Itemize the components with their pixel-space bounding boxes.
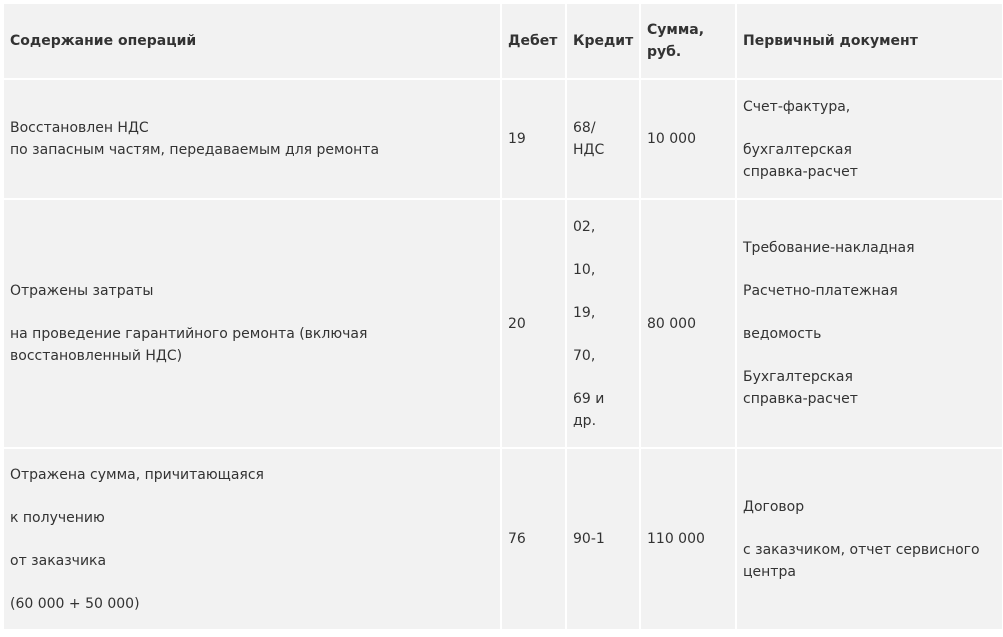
- cell-document: [737, 200, 1002, 447]
- text-line: Бухгалтерская: [743, 369, 853, 385]
- text-line: от заказчика: [10, 552, 107, 569]
- text-line: 02,: [573, 218, 596, 235]
- table-row: [4, 449, 1002, 629]
- text-line: др.: [573, 412, 597, 429]
- text-line: Счет-фактура,: [743, 98, 851, 115]
- text-line: ведомость: [743, 326, 822, 342]
- cell-debit: 76: [502, 449, 565, 629]
- cell-debit: 20: [502, 200, 565, 447]
- cell-amount: 80 000: [641, 200, 735, 447]
- cell-document: [737, 449, 1002, 629]
- cell-credit: [567, 449, 639, 629]
- cell-credit: [567, 80, 639, 198]
- text-line: восстановленный НДС): [10, 348, 183, 364]
- text-line: Расчетно-платежная: [743, 283, 898, 299]
- header-credit: Кредит: [567, 4, 639, 78]
- text-line: Восстановлен НДС: [10, 120, 149, 136]
- text-line: 68/: [573, 120, 596, 136]
- table-header-row: [4, 4, 1002, 78]
- header-content: Содержание операций: [4, 4, 500, 78]
- text-line: бухгалтерская: [743, 141, 852, 158]
- text-line: 70,: [573, 347, 596, 364]
- table-row: [4, 200, 1002, 447]
- header-amount-line1: Сумма,: [647, 22, 705, 38]
- cell-debit: 19: [502, 80, 565, 198]
- text-line: на проведение гарантийного ремонта (включая: [10, 326, 368, 342]
- table-row: [4, 80, 1002, 198]
- text-line: НДС: [573, 142, 605, 158]
- text-line: 19,: [573, 304, 596, 321]
- text-line: справка-расчет: [743, 163, 858, 180]
- cell-amount: 110 000: [641, 449, 735, 629]
- cell-content: [4, 80, 500, 198]
- cell-amount: 10 000: [641, 80, 735, 198]
- cell-document: [737, 80, 1002, 198]
- text-line: справка-расчет: [743, 391, 858, 407]
- header-debit: Дебет: [502, 4, 565, 78]
- cell-credit: [567, 200, 639, 447]
- header-amount-line2: руб.: [647, 44, 682, 60]
- text-line: (60 000 + 50 000): [10, 595, 140, 612]
- cell-content: [4, 449, 500, 629]
- text-line: к получению: [10, 509, 105, 526]
- text-line: Требование-накладная: [743, 240, 915, 256]
- text-line: 90-1: [573, 531, 605, 547]
- text-line: 10,: [573, 261, 596, 278]
- text-line: по запасным частям, передаваемым для ремонта: [10, 142, 380, 158]
- text-line: Договор: [743, 498, 805, 515]
- header-amount: [641, 4, 735, 78]
- text-line: Отражена сумма, причитающаяся: [10, 466, 264, 483]
- text-line: центра: [743, 563, 796, 580]
- text-line: 69 и: [573, 390, 605, 407]
- header-document: Первичный документ: [737, 4, 1002, 78]
- cell-content: [4, 200, 500, 447]
- text-line: с заказчиком, отчет сервисного: [743, 541, 980, 558]
- operations-table: [2, 2, 1003, 631]
- text-line: Отражены затраты: [10, 283, 154, 299]
